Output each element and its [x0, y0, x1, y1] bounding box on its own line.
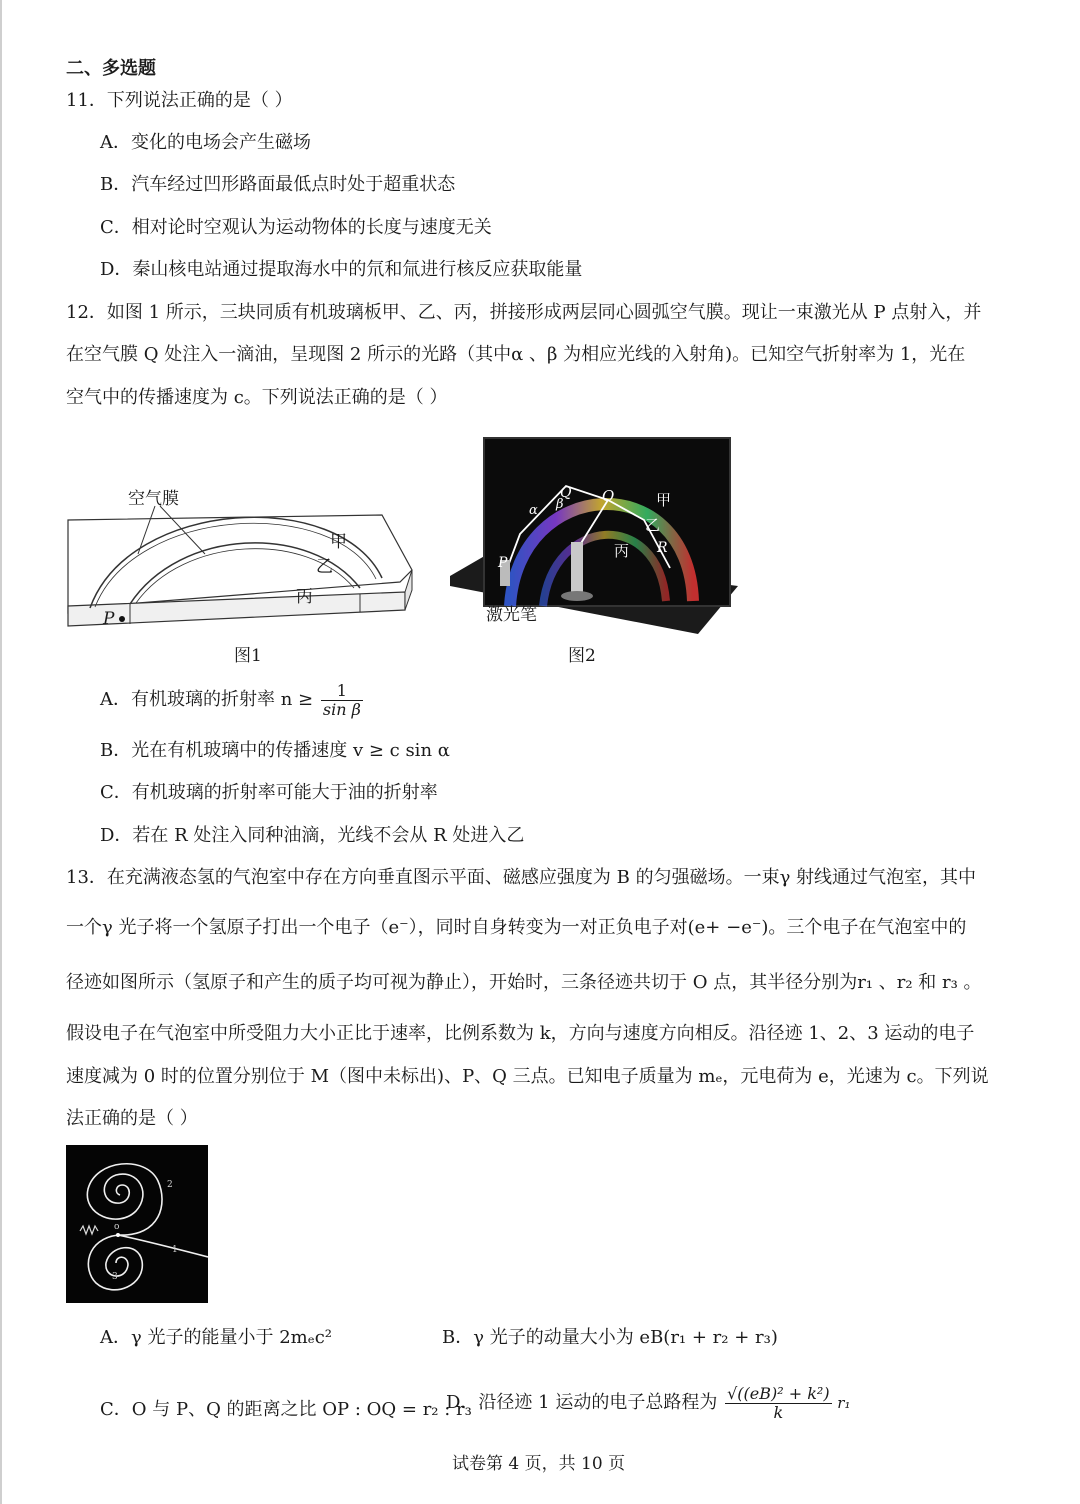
fig1-p-label: P — [103, 609, 115, 629]
fig2-o-label: O — [602, 487, 615, 505]
q12-stem-line1: 12．如图 1 所示，三块同质有机玻璃板甲、乙、丙，拼接形成两层同心圆弧空气膜。现让一束激光从 P 点射入，并 — [66, 302, 982, 323]
page-footer: 试卷第 4 页，共 10 页 — [452, 1454, 626, 1474]
fig2-caption: 图2 — [568, 646, 596, 666]
fig1-caption: 图1 — [234, 646, 262, 666]
fig2-laser-pen-label: 激光笔 — [486, 605, 537, 625]
q12-option-c: C．有机玻璃的折射率可能大于油的折射率 — [100, 782, 438, 803]
fig1-air-film-label: 空气膜 — [128, 489, 179, 509]
q13-option-d-denominator: k — [773, 1402, 784, 1422]
q11-option-c: C．相对论时空观认为运动物体的长度与速度无关 — [100, 217, 492, 238]
q12-option-a-denominator: sin β — [322, 699, 361, 719]
fig2-beta-label: β — [556, 497, 564, 512]
q12-stem-line3: 空气中的传播速度为 c。下列说法正确的是（ ） — [66, 387, 448, 408]
q12-option-b: B．光在有机玻璃中的传播速度 v ≥ c sin α — [100, 740, 450, 761]
fig2-r-label: R — [657, 540, 668, 556]
fig2-yi-label: 乙 — [645, 516, 661, 534]
fig1-jia-label: 甲 — [330, 532, 347, 552]
track-1-label: 1 — [172, 1245, 178, 1255]
q13-option-b: B．γ 光子的动量大小为 eB(r₁ + r₂ + r₃) — [442, 1327, 778, 1348]
fig1-bing-label: 丙 — [296, 587, 313, 607]
fig1-yi-label: 乙 — [316, 557, 333, 577]
q13-stem-line4: 假设电子在气泡室中所受阻力大小正比于速率，比例系数为 k，方向与速度方向相反。沿径迹 1、2、3 运动的电子 — [66, 1023, 975, 1044]
fig2-alpha-label: α — [529, 503, 538, 518]
point-o-label: o — [114, 1222, 120, 1232]
q12-option-d: D．若在 R 处注入同种油滴，光线不会从 R 处进入乙 — [100, 825, 525, 846]
q13-stem-line6: 法正确的是（ ） — [66, 1108, 198, 1129]
fig2-p-label: P — [498, 555, 508, 571]
q13-stem-line5: 速度减为 0 时的位置分别位于 M（图中未标出)、P、Q 三点。已知电子质量为 mₑ，元电荷为 e，光速为 c。下列说 — [66, 1066, 989, 1087]
q12-option-a-numerator: 1 — [321, 682, 363, 701]
page-left-border — [0, 0, 2, 1504]
q13-stem-line1: 13．在充满液态氢的气泡室中存在方向垂直图示平面、磁感应强度为 B 的匀强磁场。一束γ 射线通过气泡室，其中 — [66, 867, 977, 888]
fig2-q-label: Q — [560, 485, 572, 501]
track-3-label: 3 — [112, 1272, 118, 1282]
q13-option-d-text: D．沿径迹 1 运动的电子总路程为 — [446, 1392, 718, 1413]
q13-stem-line3: 径迹如图所示（氢原子和产生的质子均可视为静止），开始时，三条径迹共切于 O 点，其半径分别为r₁ 、r₂ 和 r₃ 。 — [66, 972, 982, 993]
q12-option-a — [100, 678, 363, 722]
q13-option-d-fraction — [725, 1385, 832, 1422]
q13-option-d-numerator: √((eB)² + k²) — [727, 1383, 830, 1403]
q13-stem-line2: 一个γ 光子将一个氢原子打出一个电子（e⁻），同时自身转变为一对正负电子对(e+ −e⁻)。三个电子在气泡室中的 — [66, 917, 967, 938]
track-2-label: 2 — [167, 1180, 173, 1190]
q11-stem: 11．下列说法正确的是（ ） — [66, 90, 293, 111]
section-title: 二、多选题 — [66, 58, 156, 79]
q13-option-a: A．γ 光子的能量小于 2mₑc² — [100, 1327, 332, 1348]
q11-option-b: B．汽车经过凹形路面最低点时处于超重状态 — [100, 174, 456, 195]
q11-option-a: A．变化的电场会产生磁场 — [100, 132, 311, 153]
q13-option-c: C．O 与 P、Q 的距离之比 OP : OQ = r₂ : r₃ — [100, 1399, 472, 1420]
fig2-jia-label: 甲 — [656, 491, 672, 509]
q11-option-d: D．秦山核电站通过提取海水中的氘和氚进行核反应获取能量 — [100, 259, 583, 280]
q12-stem-line2: 在空气膜 Q 处注入一滴油，呈现图 2 所示的光路（其中α 、β 为相应光线的入射角)。已知空气折射率为 1，光在 — [66, 344, 966, 365]
q12-option-a-text: A．有机玻璃的折射率 n ≥ — [100, 689, 314, 710]
q12-option-a-fraction — [321, 682, 363, 719]
bubble-chamber-figure — [66, 1145, 208, 1303]
q13-option-d — [446, 1380, 850, 1426]
fig2-bing-label: 丙 — [614, 542, 630, 560]
q13-option-d-suffix: r₁ — [837, 1394, 851, 1412]
